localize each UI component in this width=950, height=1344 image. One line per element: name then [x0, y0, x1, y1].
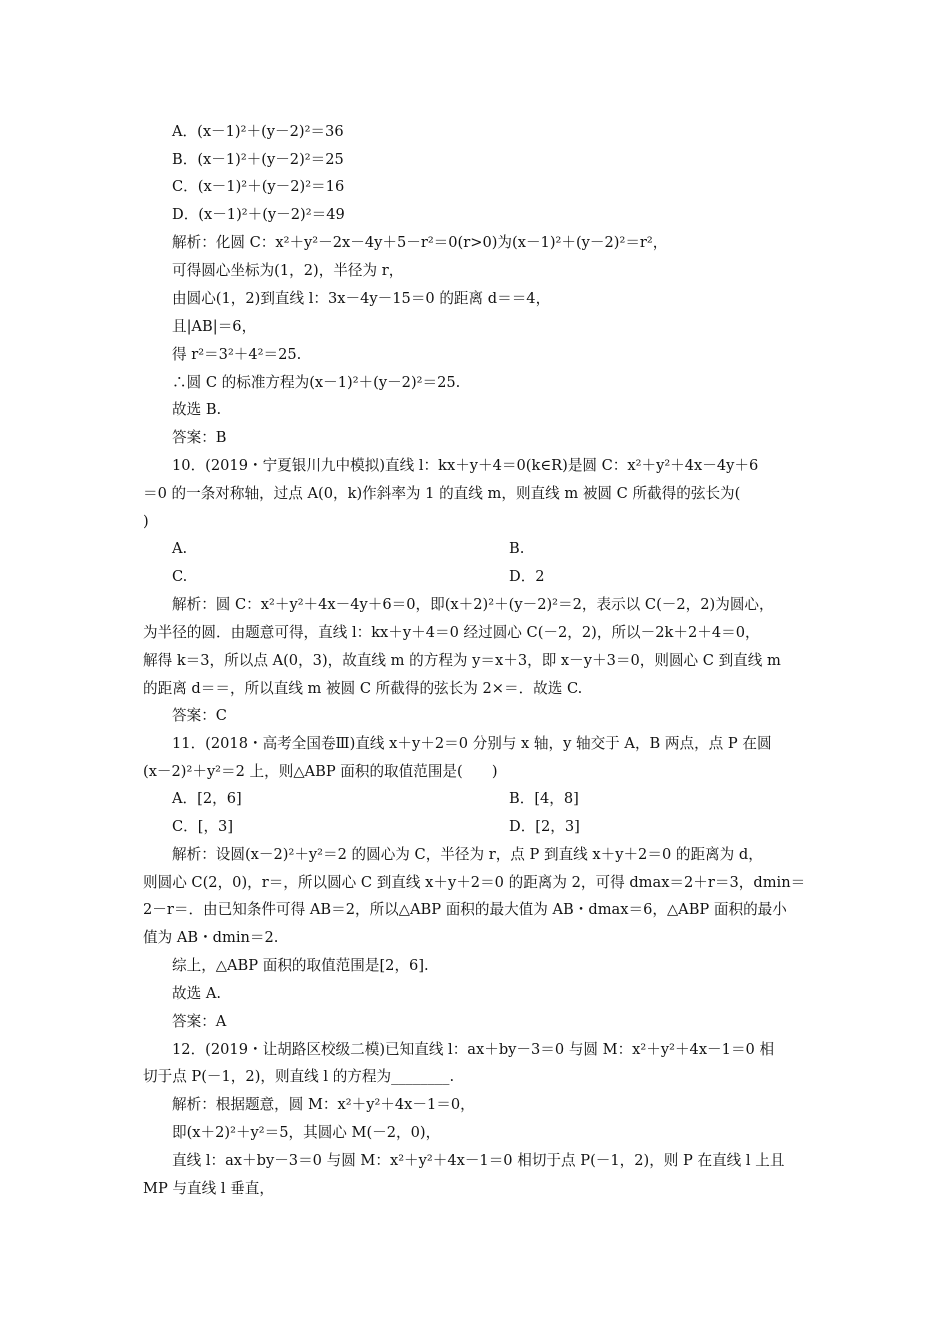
question-line: ＝0 的一条对称轴，过点 A(0，k)作斜率为 1 的直线 m，则直线 m 被圆 C 所截得的弦长为(	[143, 485, 741, 502]
option-b: B.	[509, 540, 525, 557]
analysis-line: 为半径的圆．由题意可得，直线 l：kx＋y＋4＝0 经过圆心 C(－2，2)，所以－2k＋2＋4＝0，	[143, 624, 760, 641]
analysis-line: 解析：根据题意，圆 M：x²＋y²＋4x－1＝0，	[172, 1096, 475, 1113]
option-d: D．(x－1)²＋(y－2)²＝49	[172, 206, 345, 223]
analysis-line: 即(x＋2)²＋y²＝5，其圆心 M(－2，0)，	[172, 1124, 441, 1141]
question-line: 12．(2019・让胡路区校级二模)已知直线 l：ax＋by－3＝0 与圆 M：x²＋y²＋4x－1＝0 相	[172, 1041, 775, 1058]
analysis-line: ∴圆 C 的标准方程为(x－1)²＋(y－2)²＝25.	[172, 374, 461, 391]
option-a: A.	[172, 540, 188, 557]
question-line: (x－2)²＋y²＝2 上，则△ABP 面积的取值范围是( )	[143, 763, 498, 780]
analysis-line: 解析：设圆(x－2)²＋y²＝2 的圆心为 C，半径为 r，点 P 到直线 x＋y＋2＝0 的距离为 d，	[172, 846, 763, 863]
question-line: 11．(2018・高考全国卷Ⅲ)直线 x＋y＋2＝0 分别与 x 轴，y 轴交于 A，B 两点，点 P 在圆	[172, 735, 772, 752]
option-c: C．[，3]	[172, 818, 234, 835]
analysis-line: 由圆心(1，2)到直线 l：3x－4y－15＝0 的距离 d＝＝4，	[172, 290, 551, 307]
analysis-line: 得 r²＝3²＋4²＝25.	[172, 346, 302, 363]
answer-line: 答案：A	[172, 1013, 227, 1030]
analysis-line: 解得 k＝3，所以点 A(0，3)，故直线 m 的方程为 y＝x＋3，即 x－y＋3＝0，则圆心 C 到直线 m	[143, 652, 781, 669]
analysis-line: 则圆心 C(2，0)，r＝，所以圆心 C 到直线 x＋y＋2＝0 的距离为 2，可得 dmax＝2＋r＝3，dmin＝	[143, 874, 806, 891]
analysis-line: 2－r＝．由已知条件可得 AB＝2，所以△ABP 面积的最大值为 AB・dmax＝6，△ABP 面积的最小	[143, 901, 787, 918]
option-c: C.	[172, 568, 188, 585]
analysis-line: 综上，△ABP 面积的取值范围是[2，6].	[172, 957, 429, 974]
answer-line: 答案：B	[172, 429, 227, 446]
option-d: D．2	[509, 568, 545, 585]
answer-line: 答案：C	[172, 707, 227, 724]
option-d: D．[2，3]	[509, 818, 580, 835]
analysis-line: 解析：圆 C：x²＋y²＋4x－4y＋6＝0，即(x＋2)²＋(y－2)²＝2，表示以 C(－2，2)为圆心，	[172, 596, 774, 613]
analysis-line: 直线 l：ax＋by－3＝0 与圆 M：x²＋y²＋4x－1＝0 相切于点 P(－1，2)，则 P 在直线 l 上且	[172, 1152, 785, 1169]
analysis-line: 的距离 d＝＝，所以直线 m 被圆 C 所截得的弦长为 2×＝．故选 C.	[143, 680, 583, 697]
analysis-line: 可得圆心坐标为(1，2)，半径为 r，	[172, 262, 404, 279]
analysis-line: MP 与直线 l 垂直，	[143, 1180, 274, 1197]
option-c: C．(x－1)²＋(y－2)²＝16	[172, 178, 345, 195]
question-line: 10．(2019・宁夏银川九中模拟)直线 l：kx＋y＋4＝0(k∈R)是圆 C：x²＋y²＋4x－4y＋6	[172, 457, 759, 474]
question-line: 切于点 P(－1，2)，则直线 l 的方程为________.	[143, 1068, 455, 1085]
choice-line: 故选 A.	[172, 985, 222, 1002]
option-b: B．(x－1)²＋(y－2)²＝25	[172, 151, 344, 168]
option-a: A．[2，6]	[172, 790, 242, 807]
analysis-line: 且|AB|＝6，	[172, 318, 257, 335]
analysis-line: 解析：化圆 C：x²＋y²－2x－4y＋5－r²＝0(r>0)为(x－1)²＋(y－2)²＝r²，	[172, 234, 668, 251]
analysis-line: 值为 AB・dmin＝2.	[143, 929, 279, 946]
question-line: )	[143, 513, 149, 530]
option-a: A．(x－1)²＋(y－2)²＝36	[172, 123, 344, 140]
choice-line: 故选 B.	[172, 401, 222, 418]
option-b: B．[4，8]	[509, 790, 579, 807]
